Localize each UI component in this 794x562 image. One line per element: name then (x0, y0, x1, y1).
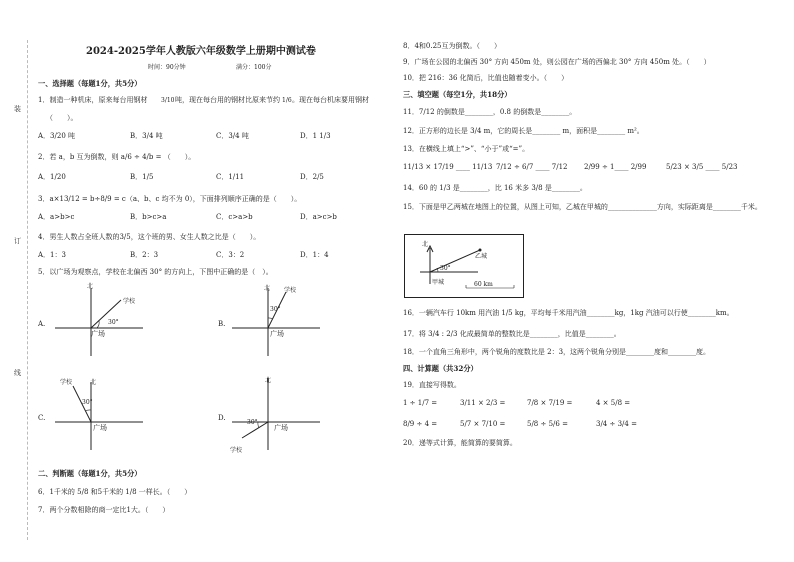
option-a-label: A. (38, 320, 46, 328)
q1-option-b: B．3/4 吨 (130, 132, 163, 140)
q2-option-c: C．1/11 (216, 173, 245, 181)
compass-diagram-b (232, 284, 322, 364)
school-label-c: 学校 (60, 379, 73, 386)
calc-r2-c2: 5/7 × 7/10 = (460, 420, 506, 428)
q5-text: 5．以广场为观察点，学校在北偏西 30° 的方向上，下图中正确的是（ ）。 (38, 268, 273, 276)
page-title: 2024-2025学年人教版六年级数学上册期中测试卷 (86, 46, 316, 57)
q18-text: 18．一个直角三角形中，两个锐角的度数比是 2：3，这两个锐角分别是________度和________度。 (403, 348, 711, 356)
q13-item-1: 11/13 × 17/19 ____ 11/13 (403, 163, 493, 171)
q1-fraction-2: 1/6 (282, 97, 292, 104)
map-city-a-label: 甲城 (432, 279, 445, 286)
square-label-b: 广场 (270, 330, 284, 338)
calc-r2-c1: 8/9 ÷ 4 = (403, 420, 438, 428)
school-label-d: 学校 (230, 447, 243, 454)
q1-fraction-1: 3/10 (161, 97, 175, 104)
q1-text-d: （ ）。 (46, 114, 78, 122)
section-calc: 四、计算题（共32分） (403, 364, 478, 373)
q1-option-c: C．3/4 吨 (216, 132, 249, 140)
q14-text: 14．60 的 1/3 是________，比 16 米多 3/8 是________。 (403, 184, 587, 192)
q13-text: 13．在横线上填上“>”、“小于”或“=”。 (403, 145, 530, 153)
school-label-b: 学校 (284, 287, 297, 294)
map-angle-label: 30° (440, 265, 451, 272)
map-north-label: 北 (422, 241, 429, 248)
q3-option-b: B．b>c>a (130, 213, 167, 221)
q3-option-d: D．a>c>b (300, 213, 337, 221)
q6-text: 6．1千米的 5/8 和5千米的 1/8 一样长。（ ） (38, 488, 192, 496)
north-label-d: 北 (265, 377, 272, 384)
section-fill: 三、填空题（每空1分，共18分） (403, 90, 512, 99)
option-b-label: B. (218, 320, 226, 328)
calc-r1-c3: 7/8 × 7/19 = (527, 399, 573, 407)
q17-text: 17．将 3/4 : 2/3 化成最简单的整数比是________，比值是________。 (403, 330, 621, 338)
q4-option-c: C．3：2 (216, 251, 245, 259)
q15-text: 15．下面是甲乙两城在地图上的位置，从图上可知，乙城在甲城的______________方向，实际距离是________千米。 (403, 203, 762, 211)
q8-text: 8．4和0.25互为倒数。（ ） (403, 42, 501, 50)
compass-diagram-c (55, 378, 145, 458)
q1-text-c: 。现在每台机床要用钢材 (292, 96, 369, 104)
q2-option-b: B．1/5 (130, 173, 154, 181)
school-label-a: 学校 (123, 298, 136, 305)
map-scale-label: 60 km (474, 281, 493, 288)
q1-option-a: A．3/20 吨 (38, 132, 75, 140)
time-info: 时间：90分钟 (148, 64, 186, 71)
q2-option-d: D．2/5 (300, 173, 324, 181)
north-label-c: 北 (90, 379, 97, 386)
square-label-c: 广场 (93, 424, 107, 432)
q10-text: 10．把 216：36 化简后，比值也随着变小。（ ） (403, 74, 569, 82)
compass-diagram-d (232, 374, 322, 458)
calc-r2-c3: 5/8 ÷ 5/6 = (527, 420, 568, 428)
q1-option-d: D．1 1/3 (300, 132, 331, 140)
binding-char-a: 装 (14, 105, 21, 113)
compass-diagram-a (55, 284, 145, 364)
q2-text: 2．若 a，b 互为倒数，则 a/6 ÷ 4/b = （ ）。 (38, 153, 196, 161)
q20-text: 20．递等式计算，能简算的要简算。 (403, 439, 517, 447)
north-label-a: 北 (87, 283, 94, 290)
angle-label-a: 30° (108, 319, 119, 326)
q1-text-a: 1．制造一种机床，原来每台用钢材 (38, 96, 148, 104)
q7-text: 7．两个分数相除的商一定比1大。（ ） (38, 506, 170, 514)
q3-option-a: A．a>b>c (38, 213, 75, 221)
q2-option-a: A．1/20 (38, 173, 66, 181)
binding-char-c: 线 (14, 369, 21, 377)
q4-option-a: A．1：3 (38, 251, 66, 259)
q13-item-3: 2/99 ÷ 1____ 2/99 (584, 163, 647, 171)
calc-r1-c1: 1 ÷ 1/7 = (403, 399, 438, 407)
angle-label-b: 30° (270, 306, 281, 313)
section-judgement: 二、判断题（每题1分，共5分） (38, 469, 142, 478)
map-city-b-label: 乙城 (475, 253, 488, 260)
angle-label-c: 30° (82, 399, 93, 406)
q3-option-c: C．c>a>b (216, 213, 253, 221)
q3-text: 3．a×13/12 = b÷8/9 = c（a、b、c 均不为 0），下面排列顺序正确的是（ ）。 (38, 195, 302, 203)
option-d-label: D. (218, 414, 226, 422)
q13-item-2: 7/12 ÷ 6/7 ____ 7/12 (496, 163, 568, 171)
q9-text: 9．广场在公园的北偏西 30° 方向 450m 处，则公园在广场的西偏北 30° 方向 450m 处。（ ） (403, 58, 711, 66)
square-label-a: 广场 (91, 330, 105, 338)
score-info: 满分：100分 (236, 64, 272, 71)
q4-option-b: B．2：3 (130, 251, 159, 259)
q4-option-d: D．1：4 (300, 251, 329, 259)
binding-char-b: 订 (14, 237, 21, 245)
option-c-label: C. (38, 414, 46, 422)
calc-r1-c4: 4 × 5/8 = (596, 399, 631, 407)
square-label-d: 广场 (274, 424, 288, 432)
calc-r1-c2: 3/11 × 2/3 = (460, 399, 506, 407)
binding-line (27, 40, 28, 540)
section-choice: 一、选择题（每题1分，共5分） (38, 79, 142, 88)
angle-label-d: 30° (247, 419, 258, 426)
q11-text: 11．7/12 的倒数是________，0.8 的倒数是________。 (403, 108, 577, 116)
north-label-b: 北 (264, 285, 271, 292)
q4-text: 4．男生人数占全班人数的3/5，这个班的男、女生人数之比是（ ）。 (38, 233, 261, 241)
q19-text: 19．直接写得数。 (403, 381, 461, 389)
calc-r2-c4: 3/4 ÷ 3/4 = (596, 420, 637, 428)
q16-text: 16．一辆汽车行 10km 用汽油 1/5 kg，平均每千米用汽油________kg，1kg 汽油可以行使________km。 (403, 309, 734, 317)
q1-text-b: 吨，现在每台用的钢材比原来节约 (175, 96, 280, 104)
q12-text: 12．正方形的边长是 3/4 m，它的周长是________ m，面积是________ m²。 (403, 127, 644, 135)
q13-item-4: 5/23 × 3/5 ____ 5/23 (666, 163, 738, 171)
